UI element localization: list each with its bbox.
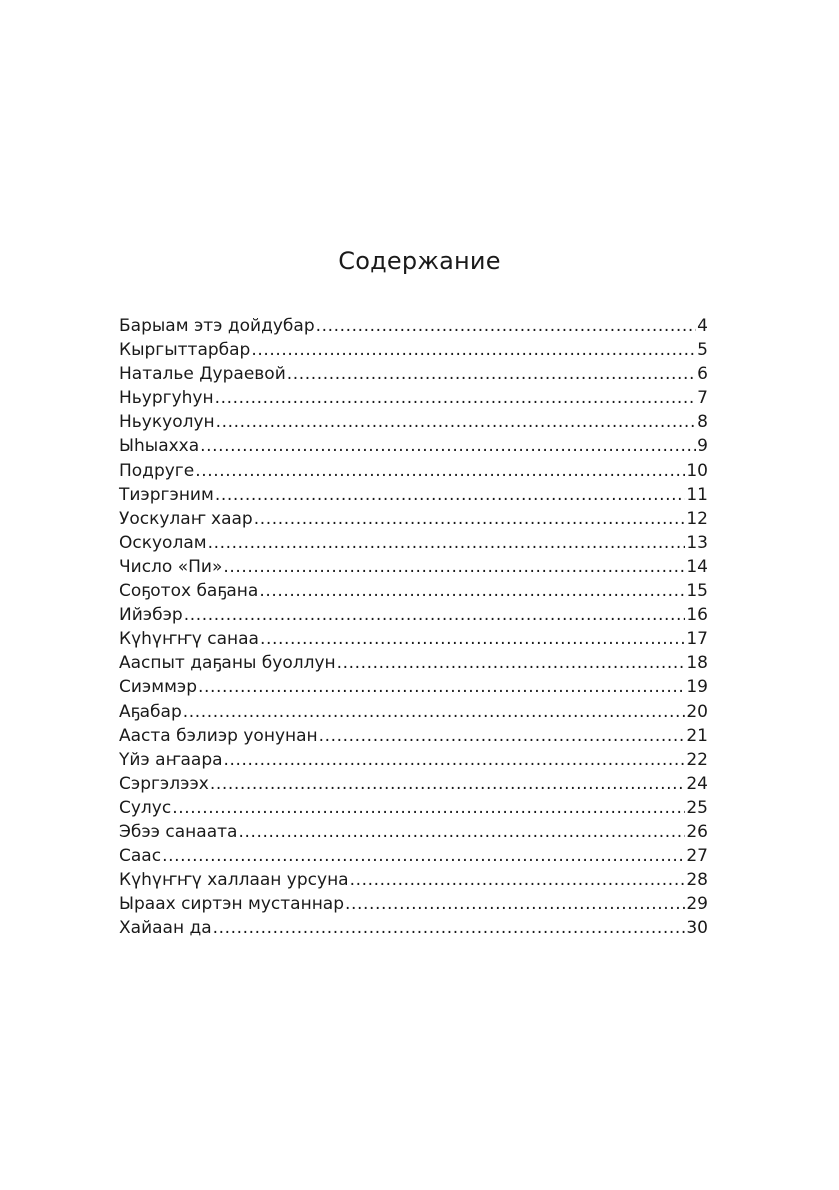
toc-list bbox=[119, 314, 708, 940]
toc-dot-leader bbox=[216, 410, 697, 434]
toc-entry-title: Тиэргэним bbox=[119, 484, 214, 505]
toc-dot-leader bbox=[215, 483, 686, 507]
toc-entry-title: Аҕабар bbox=[119, 701, 182, 722]
toc-entry-title: Эбээ санаата bbox=[119, 821, 238, 842]
toc-entry-title: Соҕотох баҕана bbox=[119, 581, 259, 602]
toc-entry bbox=[119, 314, 708, 338]
toc-dot-leader bbox=[183, 700, 686, 724]
toc-entry bbox=[119, 410, 708, 434]
toc-entry-page: 4 bbox=[697, 316, 708, 336]
toc-entry-page: 25 bbox=[686, 797, 708, 818]
toc-entry-page: 18 bbox=[686, 653, 708, 674]
toc-entry-title: Ааста бэлиэр уонунан bbox=[119, 725, 318, 746]
toc-entry-title: Ньукуолун bbox=[119, 412, 215, 433]
toc-entry-title: Ыһыахха bbox=[119, 436, 200, 457]
toc-entry-title: Күһүҥҥү халлаан урсуна bbox=[119, 870, 349, 891]
toc-entry-page: 16 bbox=[686, 605, 708, 626]
toc-dot-leader bbox=[350, 868, 686, 892]
toc-entry-title: Наталье Дураевой bbox=[119, 364, 286, 385]
toc-entry-page: 11 bbox=[686, 484, 708, 505]
toc-entry bbox=[119, 868, 708, 892]
toc-entry-title: Уоскулаҥ хаар bbox=[119, 508, 253, 529]
toc-dot-leader bbox=[208, 531, 686, 555]
toc-entry bbox=[119, 579, 708, 603]
toc-dot-leader bbox=[224, 748, 686, 772]
toc-entry-page: 17 bbox=[686, 629, 708, 650]
toc-entry-page: 28 bbox=[686, 870, 708, 891]
toc-entry bbox=[119, 796, 708, 820]
toc-entry-page: 10 bbox=[686, 460, 708, 481]
toc-entry-title: Ийэбэр bbox=[119, 605, 183, 626]
toc-entry-title: Хайаан да bbox=[119, 918, 212, 939]
toc-entry bbox=[119, 483, 708, 507]
toc-entry-page: 7 bbox=[697, 388, 708, 409]
toc-entry-title: Ньургуһун bbox=[119, 388, 214, 409]
toc-entry bbox=[119, 675, 708, 699]
toc-entry-page: 20 bbox=[686, 701, 708, 722]
toc-title: Содержание bbox=[338, 247, 501, 275]
toc-dot-leader bbox=[337, 651, 686, 675]
toc-dot-leader bbox=[259, 579, 685, 603]
toc-entry bbox=[119, 338, 708, 362]
toc-entry-title: Сэргэлээх bbox=[119, 773, 209, 794]
toc-dot-leader bbox=[238, 820, 685, 844]
toc-entry bbox=[119, 820, 708, 844]
toc-entry bbox=[119, 724, 708, 748]
toc-entry-title: Ааспыт даҕаны буоллун bbox=[119, 653, 336, 674]
toc-entry-title: Сулус bbox=[119, 797, 172, 818]
toc-entry-title: Ыраах сиртэн мустаннар bbox=[119, 894, 345, 915]
toc-entry bbox=[119, 507, 708, 531]
toc-entry-page: 24 bbox=[686, 773, 708, 794]
toc-dot-leader bbox=[251, 338, 696, 362]
toc-entry-page: 6 bbox=[697, 364, 708, 385]
toc-dot-leader bbox=[198, 675, 685, 699]
toc-entry-page: 26 bbox=[686, 821, 708, 842]
toc-entry-page: 14 bbox=[686, 556, 708, 577]
toc-entry-title: Оскуолам bbox=[119, 532, 207, 553]
toc-entry bbox=[119, 434, 708, 458]
toc-entry-page: 9 bbox=[697, 436, 708, 457]
toc-dot-leader bbox=[319, 724, 686, 748]
toc-entry-page: 8 bbox=[697, 412, 708, 433]
toc-entry bbox=[119, 603, 708, 627]
toc-dot-leader bbox=[195, 459, 685, 483]
toc-entry-page: 13 bbox=[686, 532, 708, 553]
toc-dot-leader bbox=[200, 434, 696, 458]
toc-entry-page: 27 bbox=[686, 846, 708, 867]
toc-entry bbox=[119, 362, 708, 386]
toc-entry-title: Кыргыттарбар bbox=[119, 340, 251, 361]
toc-entry-title: Сиэммэр bbox=[119, 677, 198, 698]
toc-entry bbox=[119, 386, 708, 410]
toc-dot-leader bbox=[213, 916, 686, 940]
toc-entry bbox=[119, 844, 708, 868]
toc-dot-leader bbox=[316, 314, 697, 338]
toc-entry bbox=[119, 555, 708, 579]
toc-dot-leader bbox=[215, 386, 697, 410]
toc-entry-title: Барыам этэ дойдубар bbox=[119, 316, 315, 336]
toc-entry-page: 12 bbox=[686, 508, 708, 529]
toc-dot-leader bbox=[172, 796, 685, 820]
toc-entry bbox=[119, 772, 708, 796]
toc-dot-leader bbox=[260, 627, 685, 651]
toc-entry-title: Үйэ аҥаара bbox=[119, 749, 223, 770]
toc-entry-page: 30 bbox=[686, 918, 708, 939]
toc-entry bbox=[119, 892, 708, 916]
toc-dot-leader bbox=[184, 603, 686, 627]
toc-entry-title: Саас bbox=[119, 846, 162, 867]
toc-dot-leader bbox=[210, 772, 686, 796]
toc-dot-leader bbox=[345, 892, 685, 916]
toc-entry-page: 19 bbox=[686, 677, 708, 698]
toc-dot-leader bbox=[254, 507, 686, 531]
toc-entry bbox=[119, 700, 708, 724]
toc-entry-title: Күһүҥҥү санаа bbox=[119, 629, 259, 650]
toc-dot-leader bbox=[287, 362, 696, 386]
toc-entry bbox=[119, 627, 708, 651]
toc-dot-leader bbox=[223, 555, 685, 579]
toc-entry-page: 5 bbox=[697, 340, 708, 361]
toc-entry-title: Подруге bbox=[119, 460, 195, 481]
toc-entry-page: 22 bbox=[686, 749, 708, 770]
toc-entry-title: Число «Пи» bbox=[119, 556, 223, 577]
toc-entry bbox=[119, 651, 708, 675]
toc-entry bbox=[119, 459, 708, 483]
toc-entry bbox=[119, 531, 708, 555]
toc-entry-page: 29 bbox=[686, 894, 708, 915]
toc-entry bbox=[119, 916, 708, 940]
toc-entry-page: 15 bbox=[686, 581, 708, 602]
toc-entry bbox=[119, 748, 708, 772]
toc-dot-leader bbox=[162, 844, 685, 868]
toc-entry-page: 21 bbox=[686, 725, 708, 746]
